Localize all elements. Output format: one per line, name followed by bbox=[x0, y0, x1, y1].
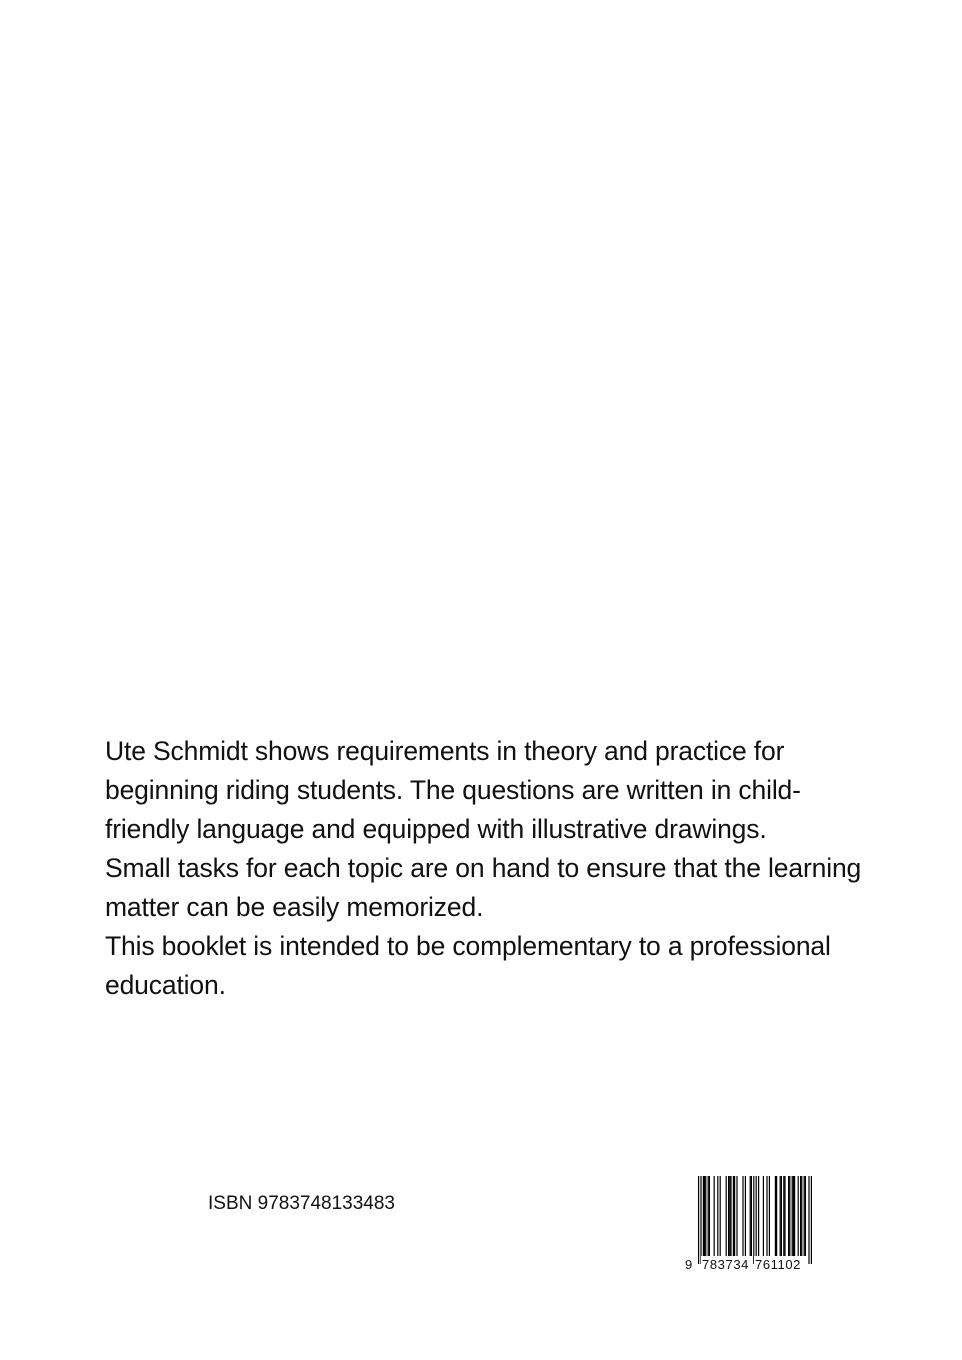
blurb-text bbox=[105, 732, 875, 1005]
barcode-bar bbox=[763, 1176, 764, 1256]
barcode-bar bbox=[734, 1176, 735, 1256]
barcode-bar bbox=[745, 1176, 746, 1256]
barcode-right-group: 761102 bbox=[755, 1257, 802, 1272]
barcode-bar bbox=[736, 1176, 737, 1256]
barcode-bar bbox=[705, 1176, 706, 1256]
barcode-bar bbox=[793, 1176, 794, 1256]
barcode-bar bbox=[750, 1176, 751, 1256]
barcode-left-group: 783734 bbox=[702, 1257, 749, 1272]
isbn-label: ISBN 9783748133483 bbox=[208, 1193, 395, 1214]
barcode-bar bbox=[717, 1176, 718, 1256]
blurb-paragraph: This booklet is intended to be complementary to a professional education. bbox=[105, 931, 831, 1000]
barcode-bars bbox=[684, 1176, 816, 1266]
barcode-bar bbox=[769, 1176, 770, 1256]
barcode-bar bbox=[703, 1176, 704, 1256]
barcode-bar bbox=[811, 1176, 812, 1264]
barcode-bar bbox=[798, 1176, 799, 1256]
barcode-bar bbox=[742, 1176, 743, 1256]
barcode-bar bbox=[709, 1176, 710, 1256]
barcode-bar bbox=[808, 1176, 809, 1264]
barcode-bar bbox=[776, 1176, 777, 1256]
barcode-bar bbox=[784, 1176, 785, 1256]
barcode-bar bbox=[789, 1176, 790, 1256]
barcode-bar bbox=[801, 1176, 802, 1256]
barcode-bar bbox=[698, 1176, 699, 1264]
barcode-bar bbox=[714, 1176, 715, 1256]
barcode-bar bbox=[751, 1176, 752, 1256]
barcode-bar bbox=[726, 1176, 727, 1256]
barcode-bar bbox=[700, 1176, 701, 1264]
barcode-bar bbox=[728, 1176, 729, 1256]
barcode-bar bbox=[788, 1176, 789, 1256]
barcode-bar bbox=[775, 1176, 776, 1256]
barcode-bar bbox=[753, 1176, 754, 1264]
barcode-bar bbox=[766, 1176, 767, 1256]
barcode-bar bbox=[781, 1176, 782, 1256]
barcode-bar bbox=[704, 1176, 705, 1256]
barcode-bar bbox=[756, 1176, 757, 1264]
barcode-bar bbox=[758, 1176, 759, 1256]
blurb-paragraph: Small tasks for each topic are on hand to ensure that the learning matter can be easily memorized. bbox=[105, 853, 862, 922]
barcode-bar bbox=[720, 1176, 721, 1256]
barcode-bar bbox=[783, 1176, 784, 1256]
barcode-bar bbox=[733, 1176, 734, 1256]
barcode-bar bbox=[794, 1176, 795, 1256]
barcode-bar bbox=[805, 1176, 806, 1256]
barcode-bar bbox=[800, 1176, 801, 1256]
barcode-bar bbox=[730, 1176, 731, 1256]
barcode-digits bbox=[684, 1256, 816, 1274]
barcode bbox=[684, 1176, 816, 1274]
barcode-bar bbox=[780, 1176, 781, 1256]
barcode-bar bbox=[708, 1176, 709, 1256]
barcode-bar bbox=[804, 1176, 805, 1256]
blurb-paragraph: Ute Schmidt shows requirements in theory and practice for beginning riding students. The questions are written in child-friendly language and equipped with illustrative drawings. bbox=[105, 736, 801, 844]
barcode-bar bbox=[729, 1176, 730, 1256]
barcode-bar bbox=[792, 1176, 793, 1256]
barcode-first-digit: 9 bbox=[685, 1257, 693, 1272]
